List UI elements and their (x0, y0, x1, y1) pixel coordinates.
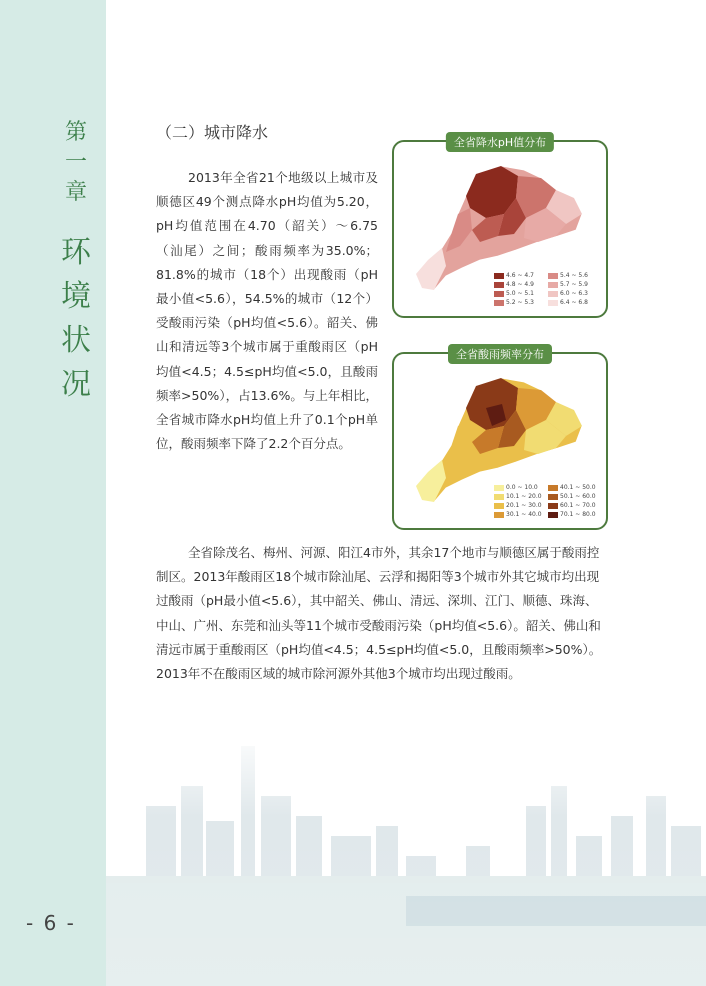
legend-swatch (494, 512, 504, 518)
chapter-title-char: 状 (61, 323, 91, 358)
legend-label: 20.1 ~ 30.0 (506, 502, 542, 509)
legend-label: 5.2 ~ 5.3 (506, 299, 534, 306)
legend-item (494, 281, 544, 288)
body-paragraph-1 (156, 166, 378, 456)
legend-label: 70.1 ~ 80.0 (560, 511, 596, 518)
map-title: 全省降水pH值分布 (446, 132, 554, 152)
chapter-sidebar (0, 0, 106, 986)
legend-item (548, 511, 598, 518)
legend-swatch (494, 300, 504, 306)
legend-swatch (548, 282, 558, 288)
page-number: - 6 - (26, 911, 76, 935)
legend-item (548, 290, 598, 297)
legend-label: 6.0 ~ 6.3 (560, 290, 588, 297)
chapter-heading (56, 118, 96, 404)
legend-swatch (494, 485, 504, 491)
legend-swatch (494, 291, 504, 297)
map-title: 全省酸雨频率分布 (448, 344, 552, 364)
legend-label: 50.1 ~ 60.0 (560, 493, 596, 500)
acid-rain-frequency-map (392, 348, 608, 530)
legend-label: 5.4 ~ 5.6 (560, 272, 588, 279)
freq-legend (494, 484, 598, 518)
legend-swatch (548, 485, 558, 491)
chapter-title-char: 况 (61, 367, 91, 402)
legend-swatch (548, 300, 558, 306)
legend-item (494, 299, 544, 306)
legend-label: 4.6 ~ 4.7 (506, 272, 534, 279)
chapter-char: 一 (64, 150, 87, 175)
legend-item (494, 502, 544, 509)
legend-swatch (494, 273, 504, 279)
legend-label: 40.1 ~ 50.0 (560, 484, 596, 491)
legend-label: 0.0 ~ 10.0 (506, 484, 538, 491)
legend-label: 4.8 ~ 4.9 (506, 281, 534, 288)
ph-legend (494, 272, 598, 306)
chapter-char: 第 (64, 120, 87, 145)
legend-swatch (548, 273, 558, 279)
legend-item (548, 272, 598, 279)
legend-label: 30.1 ~ 40.0 (506, 511, 542, 518)
legend-label: 60.1 ~ 70.0 (560, 502, 596, 509)
legend-label: 5.0 ~ 5.1 (506, 290, 534, 297)
legend-item (494, 290, 544, 297)
legend-item (548, 502, 598, 509)
legend-swatch (494, 494, 504, 500)
city-skyline-background (106, 726, 706, 986)
legend-item (494, 493, 544, 500)
legend-label: 5.7 ~ 5.9 (560, 281, 588, 288)
legend-item (548, 484, 598, 491)
chapter-title-char: 环 (61, 235, 91, 270)
legend-item (548, 281, 598, 288)
legend-item (494, 511, 544, 518)
legend-swatch (494, 503, 504, 509)
legend-item (548, 493, 598, 500)
legend-item (494, 484, 544, 491)
legend-swatch (548, 503, 558, 509)
ph-distribution-map (392, 136, 608, 318)
legend-label: 6.4 ~ 6.8 (560, 299, 588, 306)
chapter-char: 章 (64, 180, 87, 205)
legend-item (494, 272, 544, 279)
legend-swatch (548, 512, 558, 518)
section-title: （二）城市降水 (156, 123, 269, 142)
body-paragraph-2 (156, 541, 608, 686)
legend-swatch (548, 291, 558, 297)
legend-label: 10.1 ~ 20.0 (506, 493, 542, 500)
chapter-title-char: 境 (61, 279, 91, 314)
para2-text: 全省除茂名、梅州、河源、阳江4市外，其余17个地市与顺德区属于酸雨控制区。2013年酸雨区18个城市除汕尾、云浮和揭阳等3个城市外其它城市均出现过酸雨（pH最小值<5.6），其中韶关、佛山、清远、深圳、江门、顺德、珠海、中山、广州、东莞和汕头等11个城市受酸雨污染（pH均值<5.6）。韶关、佛山和清远市属于重酸雨区（pH均值<4.5；4.5≤pH均值<5.0，且酸雨频率>50%）。2013年不在酸雨区域的城市除河源外其他3个城市均出现过酸雨。 (156, 545, 602, 682)
legend-swatch (494, 282, 504, 288)
legend-swatch (548, 494, 558, 500)
para1-text: 2013年全省21个地级以上城市及顺德区49个测点降水pH均值为5.20，pH均值范围在4.70（韶关）～6.75（汕尾）之间；酸雨频率为35.0%；81.8%的城市（18个）出现酸雨（pH最小值<5.6），54.5%的城市（12个）受酸雨污染（pH均值<5.6）。韶关、佛山和清远等3个城市属于重酸雨区（pH均值<4.5；4.5≤pH均值<5.0，且酸雨频率>50%），占13.6%。与上年相比，全省城市降水pH均值上升了0.1个pH单位，酸雨频率下降了2.2个百分点。 (156, 170, 378, 452)
legend-item (548, 299, 598, 306)
